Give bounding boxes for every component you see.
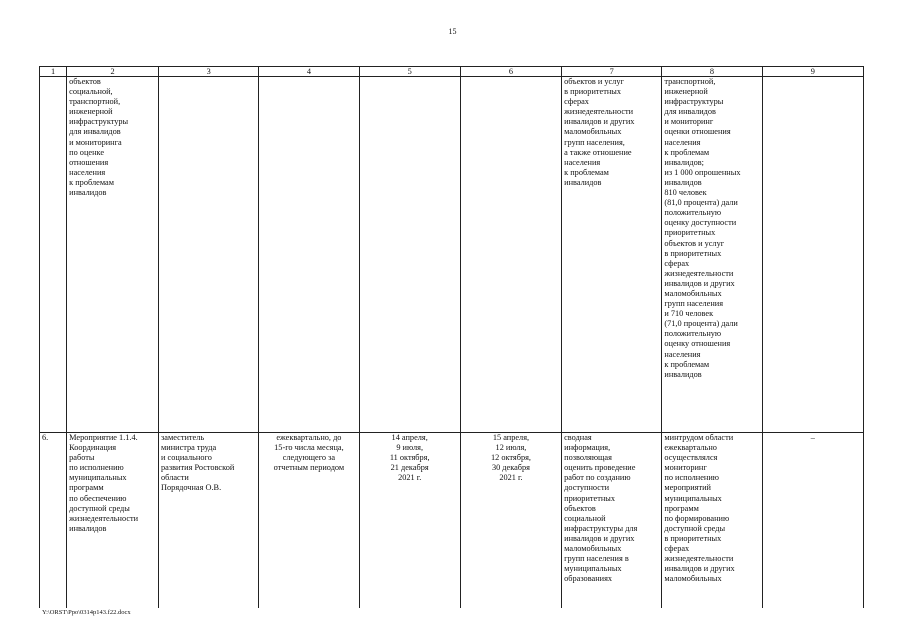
table-cell-planned-date: 14 апреля, 9 июля, 11 октября, 21 декабря 2021 г. [359, 433, 460, 609]
table-header-row [40, 67, 864, 77]
table-cell-responsible: заместитель министра труда и социального развития Ростовской области Порядочная О.В. [159, 433, 259, 609]
page-number: 15 [448, 27, 457, 36]
table-cell-planned-date [359, 77, 460, 433]
table-cell-expected-result: объектов и услуг в приоритетных сферах жизнедеятельности инвалидов и других маломобильных групп населения, а также отношение населения к проблемам инвалидов [562, 77, 662, 433]
table-cell-actual-date: 15 апреля, 12 июля, 12 октября, 30 декабря 2021 г. [460, 433, 561, 609]
column-header: 4 [259, 67, 359, 77]
table-row [40, 433, 864, 609]
report-table [39, 66, 864, 608]
table-cell-responsible [159, 77, 259, 433]
table-cell-number: 6. [40, 433, 67, 609]
table-cell-actual-result: минтрудом области ежеквартально осуществлялся мониторинг по исполнению мероприятий муниципальных программ по формированию доступной среды в приоритетных сферах жизнедеятельности инвалидов и других маломобильных [662, 433, 762, 609]
table-row [40, 77, 864, 433]
table-cell-expected-result: сводная информация, позволяющая оценить проведение работ по созданию доступности приоритетных объектов социальной инфраструктуры для инвалидов и других маломобильных групп населения в муниципальных образованиях [562, 433, 662, 609]
column-header: 7 [562, 67, 662, 77]
table-cell-number [40, 77, 67, 433]
column-header: 6 [460, 67, 561, 77]
table-cell-notes [762, 77, 863, 433]
table-cell-actual-date [460, 77, 561, 433]
column-header: 8 [662, 67, 762, 77]
table-cell-actual-result: транспортной, инженерной инфраструктуры для инвалидов и мониторинг оценки отношения населения к проблемам инвалидов; из 1 000 опрошенных инвалидов 810 человек (81,0 процента) дали положительную оценку доступности приоритетных объектов и услуг в приоритетных сферах жизнедеятельности инвалидов и других маломобильных групп населения и 710 человек (71,0 процента) дали положительную оценку отношения населения к проблемам инвалидов [662, 77, 762, 433]
table-cell-planned-term: ежеквартально, до 15-го числа месяца, следующего за отчетным периодом [259, 433, 359, 609]
column-header: 1 [40, 67, 67, 77]
column-header: 2 [67, 67, 159, 77]
footer-file-path: Y:\ORST\Ppo\0314p143.f22.docx [42, 609, 131, 616]
table-cell-activity: объектов социальной, транспортной, инженерной инфраструктуры для инвалидов и мониторинга по оценке отношения населения к проблемам инвалидов [67, 77, 159, 433]
table-cell-notes: – [762, 433, 863, 609]
table-cell-planned-term [259, 77, 359, 433]
table-cell-activity: Мероприятие 1.1.4. Координация работы по исполнению муниципальных программ по обеспечению доступной среды жизнедеятельности инвалидов [67, 433, 159, 609]
column-header: 5 [359, 67, 460, 77]
column-header: 3 [159, 67, 259, 77]
column-header: 9 [762, 67, 863, 77]
